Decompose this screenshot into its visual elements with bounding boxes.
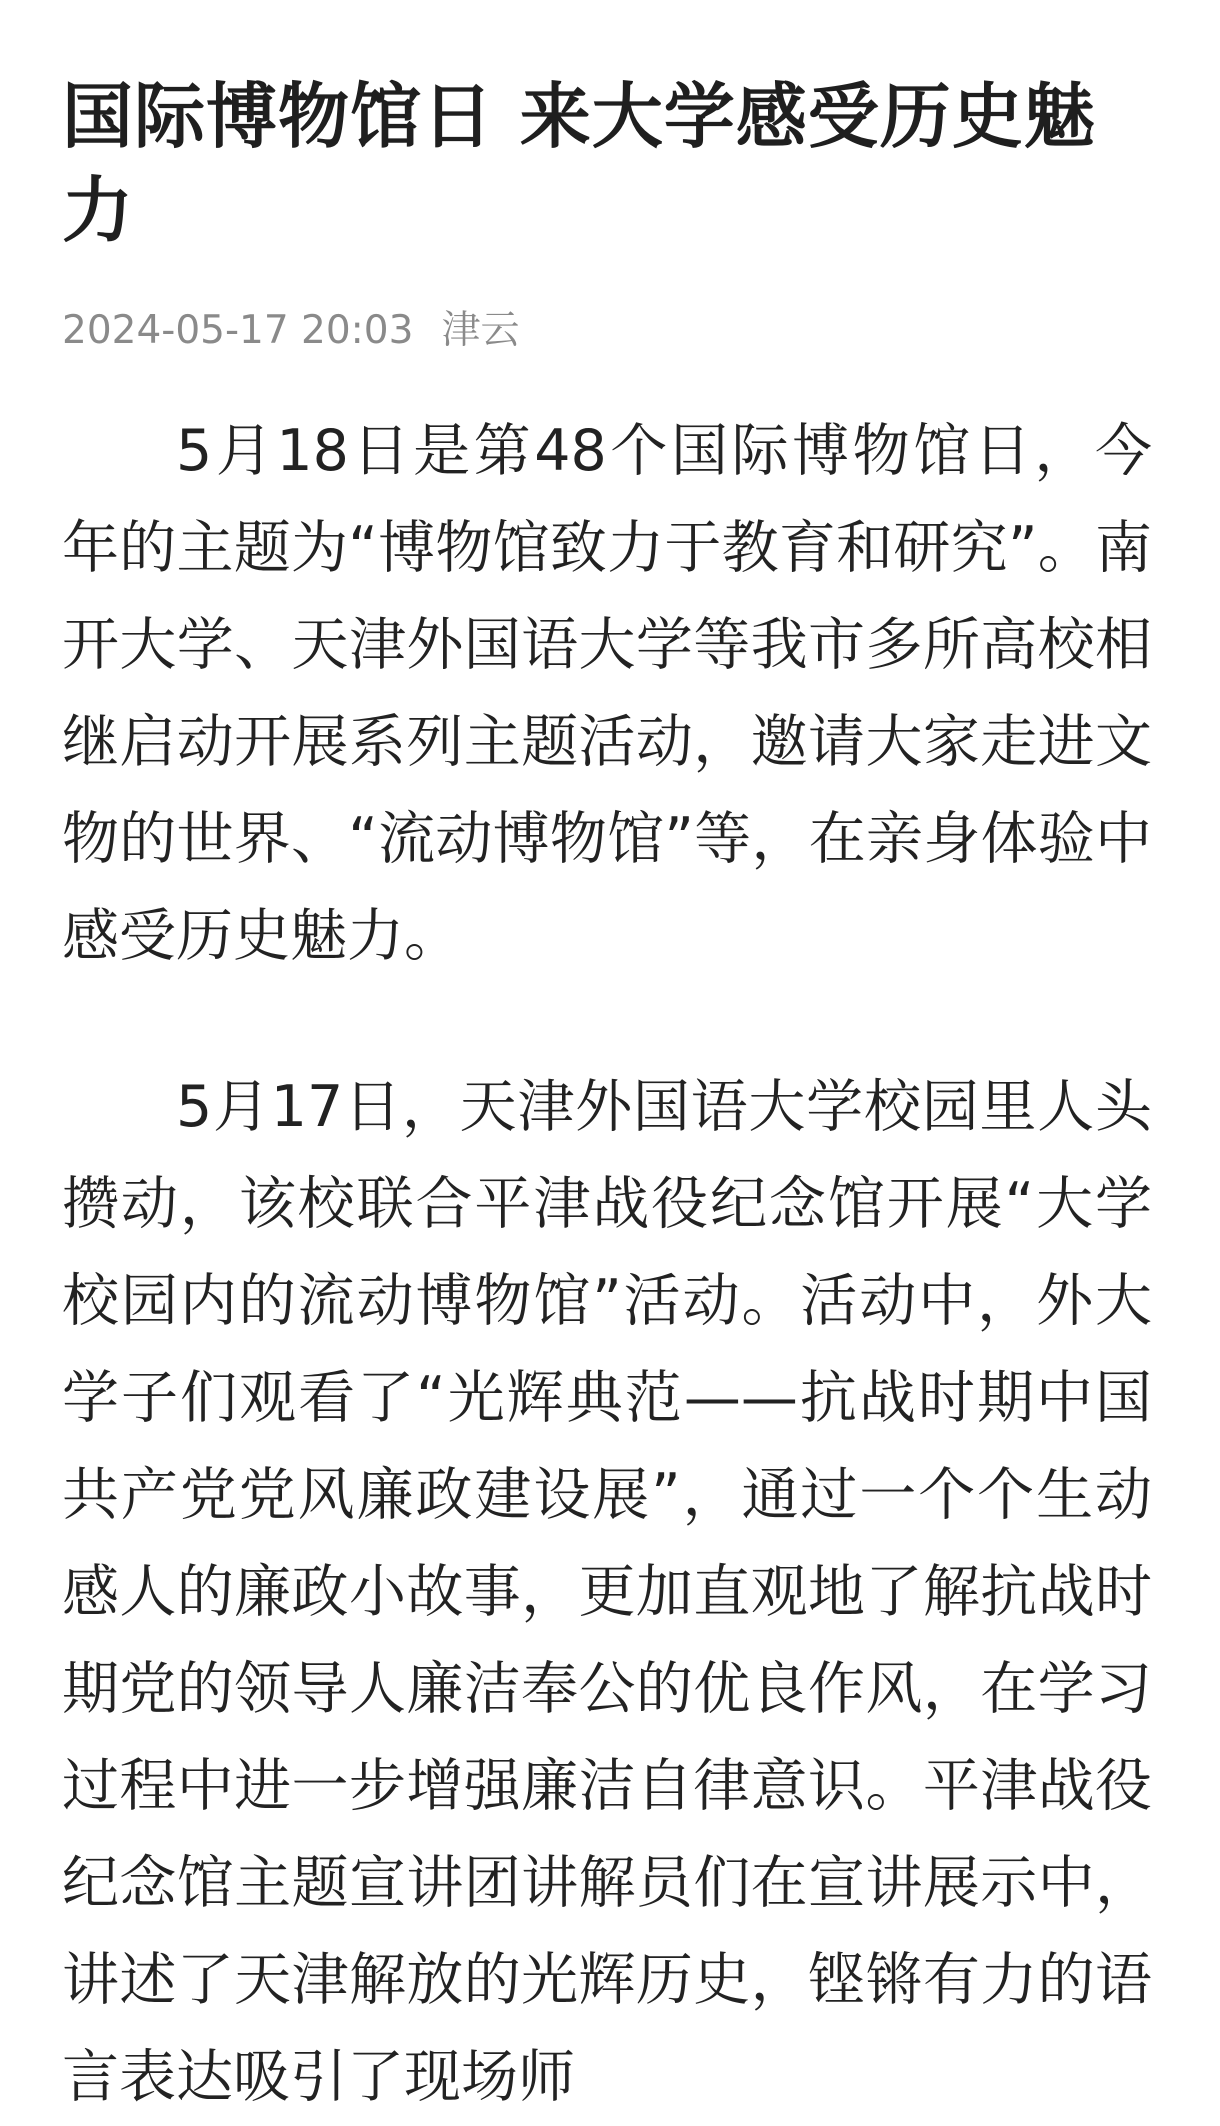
article-paragraph: 5月18日是第48个国际博物馆日，今年的主题为“博物馆致力于教育和研究”。南开大学、天津外国语大学等我市多所高校相继启动开展系列主题活动，邀请大家走进文物的世界、“流动博物馆”等，在亲身体验中感受历史魅力。 — [62, 418, 1152, 969]
article-source[interactable]: 津云 — [441, 308, 520, 353]
article-title: 国际博物馆日 来大学感受历史魅力 — [62, 75, 1096, 252]
publish-date: 2024-05-17 20:03 — [62, 308, 414, 353]
article — [62, 70, 1152, 2126]
article-meta — [62, 306, 1152, 356]
article-paragraph: 5月17日，天津外国语大学校园里人头攒动，该校联合平津战役纪念馆开展“大学校园内的流动博物馆”活动。活动中，外大学子们观看了“光辉典范——抗战时期中国共产党党风廉政建设展”，通过一个个生动感人的廉政小故事，更加直观地了解抗战时期党的领导人廉洁奉公的优良作风，在学习过程中进一步增强廉洁自律意识。平津战役纪念馆主题宣讲团讲解员们在宣讲展示中，讲述了天津解放的光辉历史，铿锵有力的语言表达吸引了现场师 — [62, 1074, 1152, 2110]
